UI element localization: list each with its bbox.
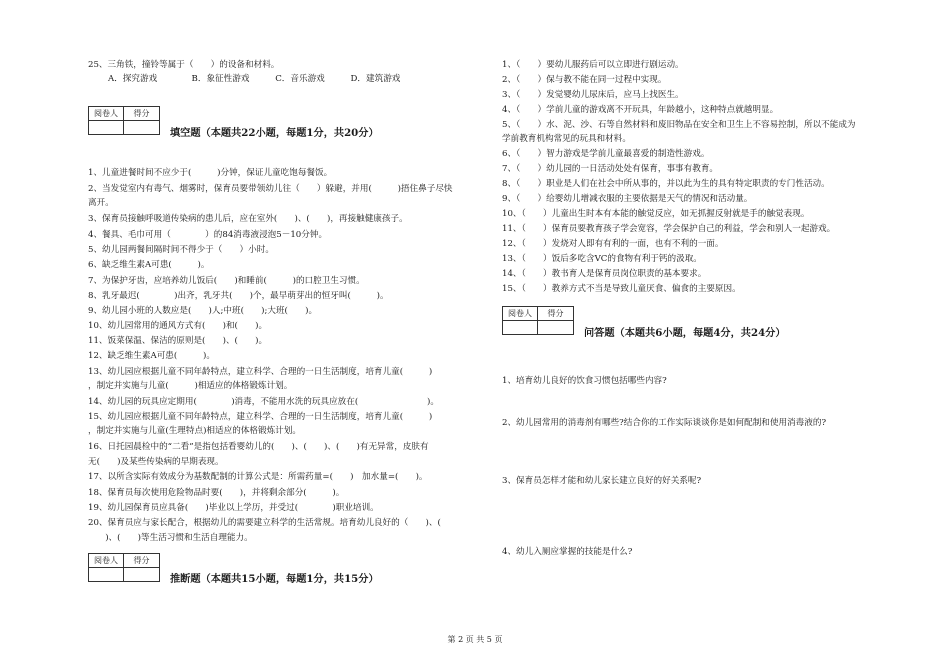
grader-cell bbox=[89, 120, 124, 134]
section-title-fill: 填空题（本题共22小题，每题1分，共20分） bbox=[170, 127, 379, 139]
fill-question-line: 12、缺乏维生素A可患( )。 bbox=[88, 351, 215, 361]
qa-question-3: 3、保育员怎样才能和幼儿家长建立良好的好关系呢? bbox=[502, 476, 702, 486]
grader-label: 阅卷人 bbox=[503, 307, 538, 320]
score-box-fill bbox=[88, 106, 160, 138]
fill-question-line: 18、保育员每次使用危险物品时要( )，并将剩余部分( )。 bbox=[88, 488, 345, 498]
judge-question-line: 学前教育机构常见的玩具和材料。 bbox=[502, 134, 631, 144]
fill-question-line: 离开。 bbox=[88, 198, 114, 208]
fill-question-line: ，制定并实施与儿童( )相适应的体格锻炼计划。 bbox=[88, 381, 293, 391]
fill-question-line: 9、幼儿园小班的人数应是( )人;中班( );大班( )。 bbox=[88, 306, 318, 316]
fill-question-line: 无( )及某些传染病的早期表现。 bbox=[88, 457, 224, 467]
fill-question-line: 13、幼儿园应根据儿童不同年龄特点，建立科学、合理的一日生活制度，培育儿童( ) bbox=[88, 367, 433, 377]
fill-question-line: 16、日托园晨检中的“二看”是指包括看婴幼儿的( )、( )、( )有无异常，皮肤有 bbox=[88, 442, 429, 452]
question-25: 25、三角铁，撞铃等属于（ ）的设备和材料。 bbox=[88, 60, 280, 70]
fill-question-line: 10、幼儿园常用的通风方式有( )和( )。 bbox=[88, 321, 268, 331]
fill-question-line: 3、保育员接触呼吸道传染病的患儿后，应在室外( )、( )，再接触健康孩子。 bbox=[88, 214, 408, 224]
judge-question-line: 9、（ ）给婴幼儿增减衣服的主要依据是天气的情况和活动量。 bbox=[502, 194, 753, 204]
score-label: 得分 bbox=[133, 109, 150, 118]
judge-question-line: 5、（ ）水、泥、沙、石等自然材料和废旧物品在安全和卫生上不容易控制，所以不能成为 bbox=[502, 120, 856, 130]
score-cell bbox=[538, 320, 573, 334]
grader-cell bbox=[503, 320, 538, 334]
judge-question-line: 7、（ ）幼儿园的一日活动处处有保育，事事有教育。 bbox=[502, 164, 719, 174]
fill-question-line: 7、为保护牙齿，应培养幼儿饭后( )和睡前( )的口腔卫生习惯。 bbox=[88, 276, 365, 286]
grader-label: 阅卷人 bbox=[89, 554, 124, 567]
judge-question-line: 12、（ ）发烧对人即有有利的一面，也有不利的一面。 bbox=[502, 239, 724, 249]
grader-cell bbox=[89, 567, 124, 581]
grader-label: 阅卷人 bbox=[89, 107, 124, 120]
fill-question-line: 11、饭菜保温、保洁的原则是( )、( )。 bbox=[88, 336, 268, 346]
page-number: 第 2 页 共 5 页 bbox=[447, 635, 503, 644]
judge-question-line: 11、（ ）保育员要教育孩子学会宽容，学会保护自己的利益，学会和别人一起游戏。 bbox=[502, 224, 836, 234]
score-box-judge bbox=[88, 553, 160, 585]
fill-question-line: 17、以所含实际有效成分为基数配制的计算公式是：所需药量=( ) 加水量=( )。 bbox=[88, 472, 428, 482]
fill-question-line: 14、幼儿园的玩具应定期用( )消毒，不能用水洗的玩具应放在( )。 bbox=[88, 397, 439, 407]
fill-question-line: 5、幼儿园两餐间隔时间不得少于（ ）小时。 bbox=[88, 245, 274, 255]
qa-question-2: 2、幼儿园常用的消毒剂有哪些?结合你的工作实际谈谈你是如何配制和使用消毒液的? bbox=[502, 418, 827, 428]
qa-question-1: 1、培育幼儿良好的饮食习惯包括哪些内容? bbox=[502, 376, 667, 386]
fill-question-line: 1、儿童进餐时间不应少于( )分钟，保证儿童吃饱每餐饭。 bbox=[88, 168, 333, 178]
score-box-qa bbox=[502, 306, 574, 338]
fill-question-line: 8、乳牙最迟( )出齐，乳牙共( )个，最早萌芽出的恒牙叫( )。 bbox=[88, 291, 389, 301]
judge-question-line: 13、（ ）饭后多吃含VC的食物有利于钙的汲取。 bbox=[502, 254, 702, 264]
fill-question-line: 20、保育员应与家长配合，根据幼儿的需要建立科学的生活常规。培育幼儿良好的（ )、( bbox=[88, 518, 441, 528]
judge-question-line: 6、（ ）智力游戏是学前儿童最喜爱的制造性游戏。 bbox=[502, 149, 710, 159]
qa-question-4: 4、幼儿入厕应掌握的技能是什么? bbox=[502, 547, 633, 557]
fill-question-line: 6、缺乏维生素A可患( )。 bbox=[88, 260, 210, 270]
judge-question-line: 10、（ ）儿童出生时本有本能的触觉反应，如无抓握反射就是手的触觉表现。 bbox=[502, 209, 810, 219]
judge-question-line: 3、（ ）发觉婴幼儿尿床后，应马上找医生。 bbox=[502, 90, 684, 100]
fill-question-line: 4、餐具、毛巾可用（ ）的84消毒液浸泡5－10分钟。 bbox=[88, 230, 328, 240]
fill-question-line: 19、幼儿园保育员应具备( )毕业以上学历，并受过( )职业培训。 bbox=[88, 503, 379, 513]
section-title-qa: 问答题（本题共6小题，每题4分，共24分） bbox=[584, 327, 786, 339]
judge-question-line: 8、（ ）职业是人们在社会中所从事的，并以此为生的具有特定职责的专门性活动。 bbox=[502, 179, 830, 189]
score-cell bbox=[124, 567, 159, 581]
fill-question-line: 15、幼儿园应根据儿童不同年龄特点，建立科学、合理的一日生活制度，培育儿童( ) bbox=[88, 412, 433, 422]
question-25-options: A．探究游戏 B．象征性游戏 C．音乐游戏 D．建筑游戏 bbox=[108, 74, 401, 84]
score-label: 得分 bbox=[133, 556, 150, 565]
score-label: 得分 bbox=[547, 309, 564, 318]
judge-question-line: 4、（ ）学前儿童的游戏离不开玩具，年龄越小，这种特点就越明显。 bbox=[502, 105, 779, 115]
judge-question-line: 1、（ ）要幼儿服药后可以立即进行剧运动。 bbox=[502, 60, 684, 70]
fill-question-line: )、( )等生活习惯和生活自理能力。 bbox=[88, 533, 253, 543]
judge-question-line: 15、（ ）教养方式不当是导致儿童厌食、偏食的主要原因。 bbox=[502, 284, 741, 294]
judge-question-line: 2、（ ）保与教不能在同一过程中实现。 bbox=[502, 75, 667, 85]
judge-question-line: 14、（ ）教书育人是保育员岗位职责的基本要求。 bbox=[502, 269, 707, 279]
section-title-judge: 推断题（本题共15小题，每题1分，共15分） bbox=[170, 573, 379, 585]
fill-question-line: 2、当发觉室内有毒气、烟雾时，保育员要带领幼儿往（ ）躲避，并用( )捂住鼻子尽快 bbox=[88, 184, 453, 194]
score-cell bbox=[124, 120, 159, 134]
fill-question-line: ，制定并实施与儿童(生理特点)相适应的体格锻炼计划。 bbox=[88, 426, 301, 436]
